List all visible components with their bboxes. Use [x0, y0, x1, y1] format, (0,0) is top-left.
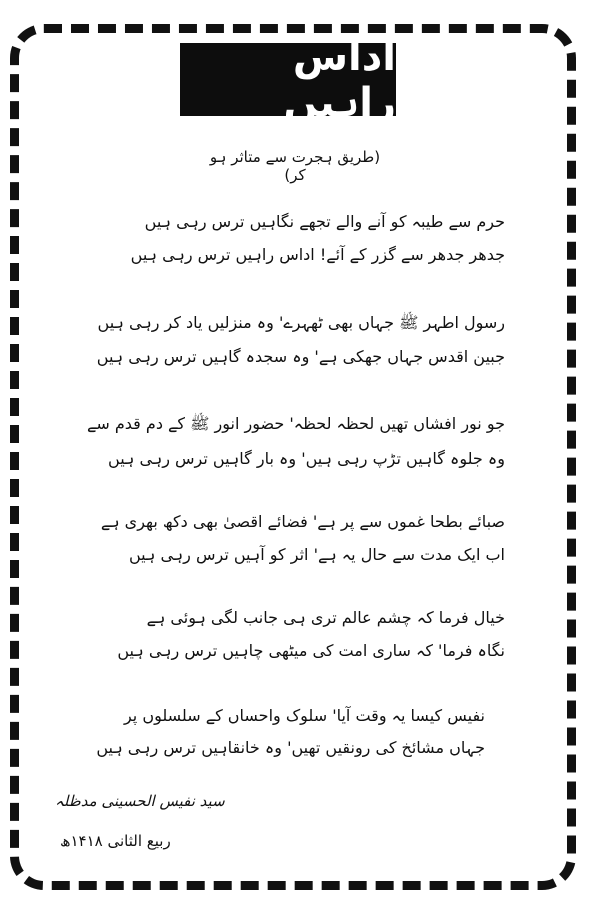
poem-date: ربیع الثانی ۱۴۱۸ھ — [60, 832, 171, 850]
stanza-4-line-1: صبائے بطحا غموں سے پر ہے' فضائے اقصیٰ بھی دکھ بھری ہے — [100, 512, 505, 531]
poem-subtitle: (طریق ہجرت سے متاثر ہو کر) — [209, 148, 381, 184]
stanza-5-line-2: نگاہ فرما' کہ ساری امت کی میٹھی چاہیں ترس رہی ہیں — [117, 641, 505, 660]
stanza-5-line-1: خیال فرما کہ چشم عالم تری ہی جانب لگی ہوئی ہے — [146, 608, 505, 627]
stanza-3-line-1: جو نور افشاں تھیں لحظہ لحظہ' حضور انور ﷺ کے دم قدم سے — [87, 414, 505, 433]
stanza-6-line-2: جہاں مشائخ کی رونقیں تھیں' وہ خانقاہیں ترس رہی ہیں — [96, 738, 485, 757]
title-banner — [180, 33, 396, 126]
author-signature: سید نفیس الحسینی مدظلہ — [55, 792, 225, 810]
stanza-4-line-2: اب ایک مدت سے حال یہ ہے' اثر کو آہیں ترس رہی ہیں — [128, 545, 505, 564]
stanza-2-line-2: جبین اقدس جہاں جھکی ہے' وہ سجدہ گاہیں ترس رہی ہیں — [96, 347, 505, 366]
stanza-2-line-1: رسول اطہر ﷺ جہاں بھی ٹھہرے' وہ منزلیں یاد کر رہی ہیں — [97, 313, 505, 332]
poem-title: اداس راہیں — [283, 33, 396, 126]
stanza-1-line-2: جدھر جدھر سے گزر کے آئے! اداس راہیں ترس رہی ہیں — [130, 245, 505, 264]
stanza-6-line-1: نفیس کیسا یہ وقت آیا' سلوک واحساں کے سلسلوں پر — [123, 706, 485, 725]
stanza-3-line-2: وہ جلوہ گاہیں تڑپ رہی ہیں' وہ بار گاہیں ترس رہی ہیں — [108, 449, 505, 468]
stanza-1-line-1: حرم سے طیبہ کو آنے والے تجھے نگاہیں ترس رہی ہیں — [144, 212, 505, 231]
